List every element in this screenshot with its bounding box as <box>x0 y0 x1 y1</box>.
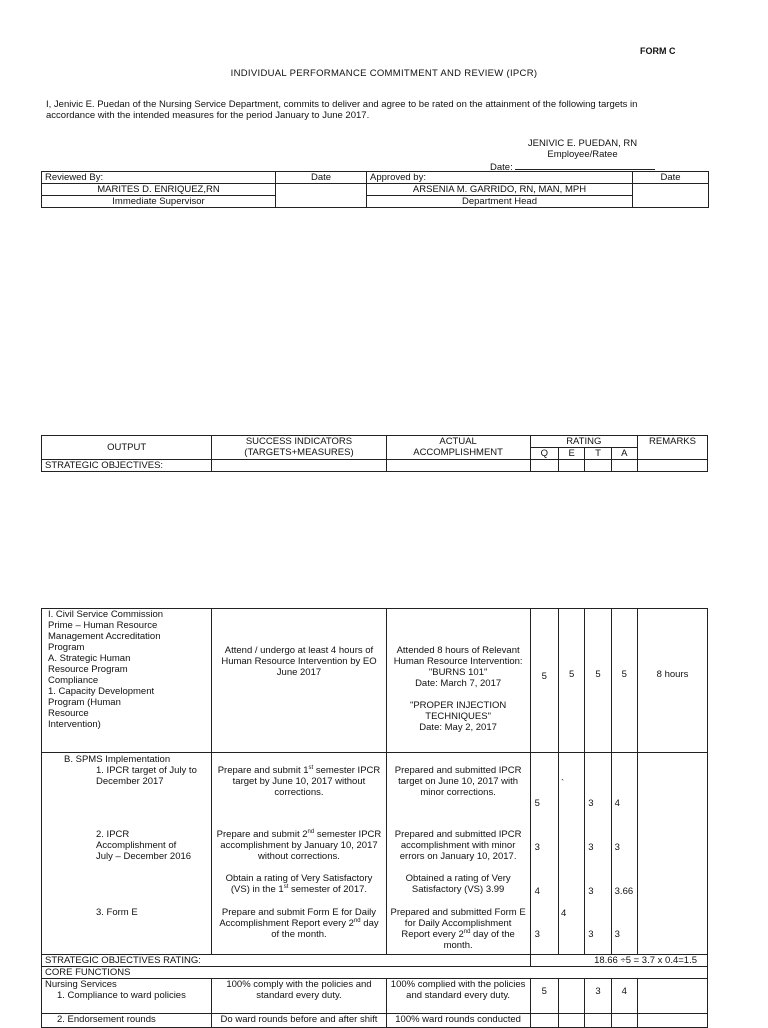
core-item1-q: 5 <box>530 979 558 1014</box>
approval-date-label: Date <box>633 172 709 184</box>
strategic-rating-value: 18.66 ÷5 = 3.7 x 0.4=1.5 <box>530 955 707 967</box>
section2-output <box>42 753 212 955</box>
header-rating: RATING <box>530 436 637 448</box>
section1-actual-5: Date: May 2, 2017 <box>419 722 497 733</box>
header-actual-line-1: ACTUAL <box>439 436 477 447</box>
section2-item1-t: 3 <box>588 798 594 809</box>
section2-item2b-success: Obtain a rating of Very Satisfactory (VS) in the 1st semester of 2017. <box>225 873 373 895</box>
approval-date-cell[interactable] <box>633 184 709 208</box>
ratee-date-label: Date: <box>490 162 513 173</box>
table-row <box>42 955 708 967</box>
section2-item2b-a: 3.66 <box>614 886 634 897</box>
ratee-name: JENIVIC E. PUEDAN, RN <box>527 138 638 149</box>
approved-by-label: Approved by: <box>367 172 633 184</box>
section2-actual <box>386 753 530 955</box>
form-label: FORM C <box>640 46 676 56</box>
core-item1-e <box>558 979 584 1014</box>
core-item1-success: 100% comply with the policies and standard every duty. <box>212 979 386 1014</box>
review-approval-table <box>41 171 709 208</box>
section1-actual-3: Date: March 7, 2017 <box>415 678 502 689</box>
table-row <box>42 609 708 753</box>
core-item2-actual: 100% ward rounds conducted <box>386 1014 530 1028</box>
reviewer-name: MARITES D. ENRIQUEZ,RN <box>42 184 276 196</box>
section2-item3-t: 3 <box>588 929 594 940</box>
ipcr-data-table <box>41 608 708 1028</box>
section1-actual <box>386 609 530 753</box>
header-success-line-1: SUCCESS INDICATORS <box>245 436 353 447</box>
review-date-cell[interactable] <box>276 184 367 208</box>
table-row <box>42 979 708 1014</box>
table-row <box>42 753 708 955</box>
ratee-date-field[interactable] <box>515 160 655 170</box>
strategic-objectives-heading: STRATEGIC OBJECTIVES: <box>42 460 212 472</box>
section2-item2-a: 3 <box>614 842 620 853</box>
header-rating-t: T <box>585 448 611 460</box>
table-row <box>42 1014 708 1028</box>
intro-line-1: I, Jenivic E. Puedan of the Nursing Service Department, commits to deliver and agree to be rated on the attainment of the following targets in <box>46 99 638 110</box>
approver-role: Department Head <box>367 196 633 208</box>
section2-success <box>212 753 386 955</box>
section1-rating-e: 5 <box>558 609 584 753</box>
section2-item1-a: 4 <box>614 798 620 809</box>
section2-item2-label: 2. IPCR Accomplishment of July – December 2016 <box>96 829 192 862</box>
approver-name: ARSENIA M. GARRIDO, RN, MAN, MPH <box>367 184 633 196</box>
core-item2-label: 2. Endorsement rounds <box>42 1014 212 1028</box>
ratee-role: Employee/Ratee <box>547 149 618 160</box>
header-output: OUTPUT <box>42 436 212 460</box>
section2-item2b-actual: Obtained a rating of Very Satisfactory (VS) 3.99 <box>405 873 511 895</box>
section2-item2-t: 3 <box>588 842 594 853</box>
section2-item2-q: 3 <box>534 842 540 853</box>
section2-item3-q: 3 <box>534 929 540 940</box>
section1-output: I. Civil Service Commission Prime – Human Resource Management Accreditation Program A. Strategic Human Resource Program Compliance 1. Capacity Development Program (Human Resource Intervention) <box>42 609 212 753</box>
section2-rating-q <box>530 753 558 955</box>
section1-actual-1: Attended 8 hours of Relevant Human Resource Intervention: <box>393 645 523 667</box>
core-item1-t: 3 <box>585 979 611 1014</box>
section2-rating-e <box>558 753 584 955</box>
header-remarks: REMARKS <box>637 436 707 460</box>
section1-rating-q: 5 <box>530 609 558 753</box>
section2-item1-label: 1. IPCR target of July to December 2017 <box>96 765 197 787</box>
section2-item3-label: 3. Form E <box>96 907 138 918</box>
core-item1-remarks <box>637 979 707 1014</box>
core-functions-heading: CORE FUNCTIONS <box>42 967 708 979</box>
core-heading: Nursing Services <box>45 979 117 990</box>
ipcr-header-table <box>41 435 708 472</box>
section2-item2b-q: 4 <box>534 886 540 897</box>
header-actual-line-2: ACCOMPLISHMENT <box>413 447 503 458</box>
section2-item3-e: 4 <box>560 908 567 919</box>
section1-actual-2: "BURNS 101" <box>428 667 488 678</box>
reviewer-role: Immediate Supervisor <box>42 196 276 208</box>
header-rating-a: A <box>611 448 637 460</box>
section2-item1-q: 5 <box>534 798 540 809</box>
header-success-indicators <box>212 436 386 460</box>
header-rating-q: Q <box>530 448 558 460</box>
section2-item3-a: 3 <box>614 929 620 940</box>
section2-heading: B. SPMS Implementation <box>64 754 171 765</box>
section2-item3-actual: Prepared and submitted Form E for Daily Accomplishment Report every 2nd day of the month. <box>390 907 526 951</box>
section2-rating-t <box>585 753 611 955</box>
section2-item1-actual: Prepared and submitted IPCR target on June 10, 2017 with minor corrections. <box>394 765 522 798</box>
intro-paragraph <box>46 99 746 121</box>
review-date-label: Date <box>276 172 367 184</box>
section2-item2-actual: Prepared and submitted IPCR accomplishment with minor errors on January 10, 2017. <box>394 829 522 862</box>
header-rating-e: E <box>558 448 584 460</box>
section2-remarks <box>637 753 707 955</box>
intro-line-2: accordance with the intended measures for the period January to June 2017. <box>46 110 370 121</box>
section2-item2b-t: 3 <box>588 886 594 897</box>
table-row <box>42 967 708 979</box>
section1-rating-a: 5 <box>611 609 637 753</box>
core-item1-label: 1. Compliance to ward policies <box>57 990 186 1001</box>
section2-item3-success: Prepare and submit Form E for Daily Accomplishment Report every 2nd day of the month. <box>219 907 379 940</box>
core-item2-success: Do ward rounds before and after shift <box>212 1014 386 1028</box>
core-item1-a: 4 <box>611 979 637 1014</box>
header-success-line-2: (TARGETS+MEASURES) <box>244 447 354 458</box>
section2-rating-a <box>611 753 637 955</box>
core-item1-actual: 100% complied with the policies and standard every duty. <box>386 979 530 1014</box>
section2-item1-e: ` <box>560 778 565 789</box>
header-actual-accomplishment <box>386 436 530 460</box>
section2-item1-success: Prepare and submit 1st semester IPCR target by June 10, 2017 without corrections. <box>217 764 381 798</box>
section1-rating-t: 5 <box>585 609 611 753</box>
core-item1-output <box>42 979 212 1014</box>
document-title: INDIVIDUAL PERFORMANCE COMMITMENT AND REVIEW (IPCR) <box>230 68 538 79</box>
section2-item2-success: Prepare and submit 2nd semester IPCR accomplishment by January 10, 2017 without corrections. <box>216 828 382 862</box>
reviewed-by-label: Reviewed By: <box>42 172 276 184</box>
section1-success: Attend / undergo at least 4 hours of Human Resource Intervention by EO June 2017 <box>212 609 386 753</box>
section1-actual-4: "PROPER INJECTION TECHNIQUES" <box>409 700 507 722</box>
strategic-rating-label: STRATEGIC OBJECTIVES RATING: <box>42 955 531 967</box>
section1-remarks: 8 hours <box>637 609 707 753</box>
